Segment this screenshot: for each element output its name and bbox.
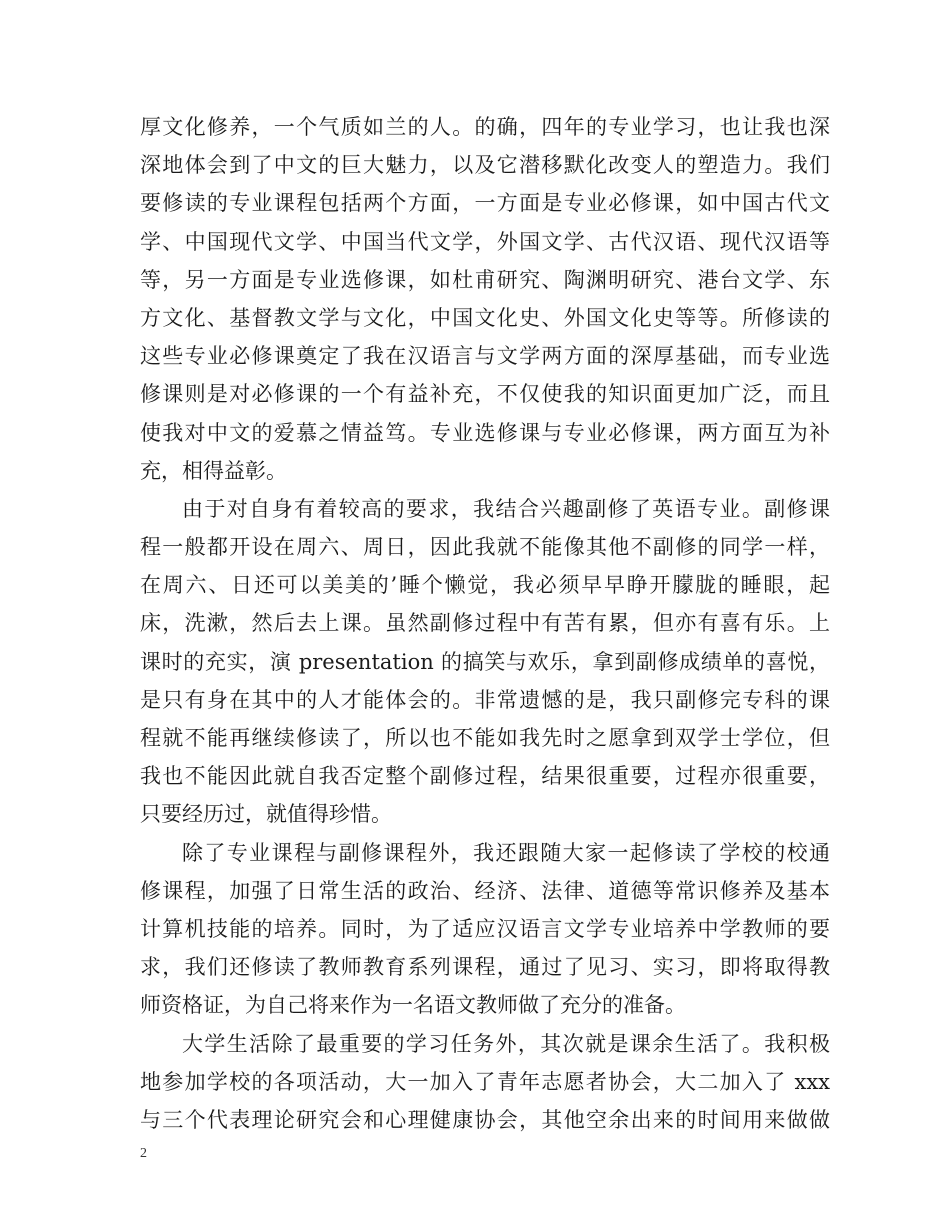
text-line: 深地体会到了中文的巨大魅力，以及它潜移默化改变人的塑造力。我们 <box>140 153 830 178</box>
text-line: 在周六、日还可以美美的’睡个懒觉，我必须早早睁开朦胧的睡眼，起 <box>140 573 830 598</box>
text-line: 要修读的专业课程包括两个方面，一方面是专业必修课，如中国古代文 <box>140 191 830 216</box>
text-line: 方文化、基督教文学与文化，中国文化史、外国文化史等等。所修读的 <box>140 305 830 330</box>
text-line: 充，相得益彰。 <box>140 458 287 483</box>
text-line: 地参加学校的各项活动，大一加入了青年志愿者协会，大二加入了 xxx <box>140 1069 830 1094</box>
paragraph <box>140 108 830 490</box>
text-line: 只要经历过，就值得珍惜。 <box>140 802 392 827</box>
text-line: 计算机技能的培养。同时，为了适应汉语言文学专业培养中学教师的要 <box>140 916 830 941</box>
text-line: 程就不能再继续修读了，所以也不能如我先时之愿拿到双学士学位，但 <box>140 726 830 750</box>
text-line: 与三个代表理论研究会和心理健康协会，其他空余出来的时间用来做做 <box>140 1107 830 1132</box>
text-line: 求，我们还修读了教师教育系列课程，通过了见习、实习，即将取得教 <box>140 955 830 980</box>
text-line: 师资格证，为自己将来作为一名语文教师做了充分的准备。 <box>140 993 686 1018</box>
text-line: 程一般都开设在周六、周日，因此我就不能像其他不副修的同学一样， <box>140 535 830 560</box>
text-line: 这些专业必修课奠定了我在汉语言与文学两方面的深厚基础，而专业选 <box>140 344 830 369</box>
text-line: 我也不能因此就自我否定整个副修过程，结果很重要，过程亦很重要， <box>140 764 830 789</box>
body-text <box>140 108 830 1139</box>
page-number: 2 <box>140 1146 147 1161</box>
text-line: 使我对中文的爱慕之情益笃。专业选修课与专业必修课，两方面互为补 <box>140 420 830 445</box>
text-line: 厚文化修养，一个气质如兰的人。的确，四年的专业学习，也让我也深 <box>140 115 830 139</box>
text-line: 除了专业课程与副修课程外，我还跟随大家一起修读了学校的校通 <box>182 840 830 865</box>
text-line: 课时的充实，演 presentation 的搞笑与欢乐，拿到副修成绩单的喜悦， <box>140 649 830 674</box>
paragraph <box>140 1025 830 1140</box>
text-line: 大学生活除了最重要的学习任务外，其次就是课余生活了。我积极 <box>182 1031 830 1056</box>
text-line: 由于对自身有着较高的要求，我结合兴趣副修了英语专业。副修课 <box>182 496 830 521</box>
paragraph <box>140 490 830 834</box>
text-line: 床，洗漱，然后去上课。虽然副修过程中有苦有累，但亦有喜有乐。上 <box>140 611 830 636</box>
text-line: 等，另一方面是专业选修课，如杜甫研究、陶渊明研究、港台文学、东 <box>140 267 830 292</box>
text-line: 修课则是对必修课的一个有益补充，不仅使我的知识面更加广泛，而且 <box>140 382 830 407</box>
text-line: 修课程，加强了日常生活的政治、经济、法律、道德等常识修养及基本 <box>140 878 830 903</box>
text-line: 是只有身在其中的人才能体会的。非常遗憾的是，我只副修完专科的课 <box>140 687 830 712</box>
paragraph <box>140 834 830 1025</box>
text-line: 学、中国现代文学、中国当代文学，外国文学、古代汉语、现代汉语等 <box>140 229 830 254</box>
